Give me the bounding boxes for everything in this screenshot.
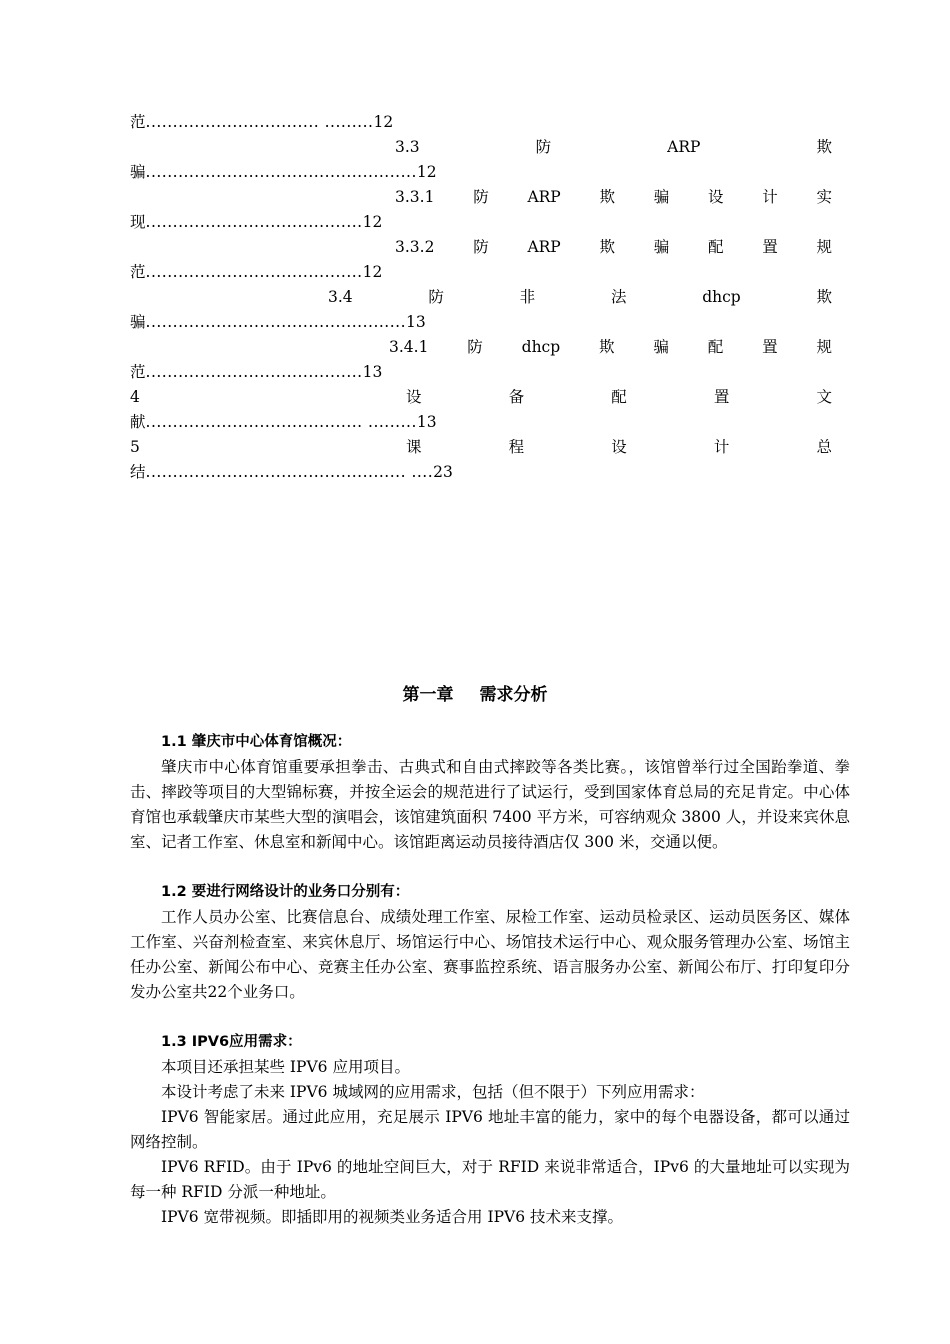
toc-entry-heading-line <box>395 185 832 210</box>
toc-entry-leader-line <box>130 460 832 485</box>
toc-entry-leader-line <box>130 410 832 435</box>
toc-entry-word: 计 <box>762 188 778 206</box>
toc-entry-number: 3.4.1 <box>389 338 429 356</box>
toc-entry-page: 12 <box>362 213 383 231</box>
paragraph: 本设计考虑了未来 IPV6 城域网的应用需求，包括（但不限于）下列应用需求： <box>161 1083 705 1101</box>
toc-entry-word: ARP <box>667 138 701 156</box>
toc-entry-leader: ........................................ <box>145 263 363 281</box>
toc-entry-tail: 范 <box>130 363 146 381</box>
toc-entry-tail: 现 <box>130 213 146 231</box>
toc-entry-words <box>406 435 832 460</box>
toc-entry-word: 欺 <box>599 188 615 206</box>
toc-entry-word: 规 <box>816 338 832 356</box>
paragraph: 本项目还承担某些 IPV6 应用项目。 <box>161 1058 410 1076</box>
toc-entry-word: 欺 <box>816 288 832 306</box>
toc-entry-word: 配 <box>707 238 724 256</box>
toc-entry-word: 骗 <box>653 338 669 356</box>
toc-entry-number: 3.3.1 <box>395 188 435 206</box>
section-title: 1.1 肇庆市中心体育馆概况： <box>161 734 352 750</box>
toc-entry-word: 课 <box>406 438 422 456</box>
toc-entry-word: 欺 <box>599 238 615 256</box>
toc-entry-word: 防 <box>473 188 489 206</box>
toc-entry-page: 13 <box>406 313 426 331</box>
toc-entry-word: ARP <box>527 188 561 206</box>
toc-entry-number: 3.3 <box>395 138 420 156</box>
toc-entry-word: 备 <box>508 388 525 406</box>
toc-entry-word: 防 <box>473 238 489 256</box>
toc-entry-tail: 结 <box>130 463 146 481</box>
toc-entry-word: 总 <box>816 438 832 456</box>
toc-entry-page: 13 <box>362 363 383 381</box>
toc-entry-tail: 献 <box>130 413 146 431</box>
toc-entry-word: 实 <box>816 188 832 206</box>
toc-entry-leader: ................................ ......... <box>145 113 374 131</box>
toc-entry-leader: ........................................ ......... <box>145 413 417 431</box>
toc-entry-heading-line <box>130 385 832 410</box>
toc-entry-tail: 骗 <box>130 163 146 181</box>
spacer <box>130 855 850 880</box>
toc-entry-heading-line <box>395 135 832 160</box>
toc-entry-word: 设 <box>707 188 724 206</box>
toc-entry-word: 置 <box>762 238 778 256</box>
chapter-title: 需求分析 <box>479 685 548 705</box>
toc-entry-page: 12 <box>416 163 437 181</box>
toc-entry-number: 4 <box>130 388 140 406</box>
toc-entry-leader: ........................................ <box>145 213 363 231</box>
toc-entry-heading-line <box>328 285 832 310</box>
toc-entry-leader-line <box>130 160 832 185</box>
toc-entry-word: 置 <box>713 388 730 406</box>
toc-entry-word: 程 <box>508 438 525 456</box>
toc-entry-word: 规 <box>816 238 832 256</box>
chapter-heading <box>0 680 950 705</box>
chapter-number: 第一章 <box>402 685 454 705</box>
toc-entry-leader: .................................................. <box>145 163 417 181</box>
toc-entry-word: 设 <box>611 438 627 456</box>
section <box>130 880 850 1005</box>
toc-entry-heading-line <box>389 335 832 360</box>
paragraph: IPV6 宽带视频。即插即用的视频类业务适合用 IPV6 技术来支撑。 <box>161 1208 623 1226</box>
section <box>130 730 850 855</box>
toc-entry-word: 防 <box>535 138 552 156</box>
toc-entry-word: 配 <box>707 338 724 356</box>
toc-entry-word: 非 <box>519 288 536 306</box>
toc-entry-number: 3.3.2 <box>395 238 435 256</box>
toc-entry-leader-line <box>130 310 832 335</box>
toc-entry-page: 12 <box>373 113 394 131</box>
toc-entry-word: ARP <box>527 238 561 256</box>
toc-entry-leader: ................................................ <box>145 313 407 331</box>
toc-entry-word: 置 <box>762 338 778 356</box>
toc-entry-word: 骗 <box>653 188 670 206</box>
paragraph: 肇庆市中心体育馆重要承担拳击、古典式和自由式摔跤等各类比赛。，该馆曾举行过全国跆拳道、拳击、摔跤等项目的大型锦标赛，并按全运会的规范进行了试运行，受到国家体育总局的充足肯定。中心体育馆也承载肇庆市某些大型的演唱会，该馆建筑面积 7400 平方米，可容纳观众 3800 人，并设来宾休息室、记者工作室、休息室和新闻中心。该馆距离运动员接待酒店仅 300 米，交通以便。 <box>130 758 850 851</box>
spacer <box>130 1005 850 1030</box>
table-of-contents <box>130 110 832 485</box>
toc-entry-word: dhcp <box>702 288 741 306</box>
section-title: 1.3 IPV6应用需求： <box>161 1034 302 1050</box>
toc-entry-word: 计 <box>713 438 730 456</box>
toc-entry-tail: 骗 <box>130 313 146 331</box>
toc-entry-tail: 范 <box>130 263 146 281</box>
toc-entry-word: 文 <box>816 388 832 406</box>
toc-entry-word: 防 <box>428 288 444 306</box>
toc-entry-tail: 范 <box>130 113 146 131</box>
toc-entry-word: 欺 <box>599 338 615 356</box>
toc-entry-word: 设 <box>406 388 422 406</box>
paragraph: 工作人员办公室、比赛信息台、成绩处理工作室、尿检工作室、运动员检录区、运动员医务区、媒体工作室、兴奋剂检查室、来宾休息厅、场馆运行中心、场馆技术运行中心、观众服务管理办公室、场馆主任办公室、新闻公布中心、竞赛主任办公室、赛事监控系统、语言服务办公室、新闻公布厅、打印复印分发办公室共22个业务口。 <box>130 908 850 1001</box>
toc-entry-word: 防 <box>467 338 483 356</box>
toc-entry-word: 法 <box>610 288 627 306</box>
toc-entry-leader: ........................................ <box>145 363 363 381</box>
section-title: 1.2 要进行网络设计的业务口分别有： <box>161 884 410 900</box>
toc-entry-words <box>406 385 832 410</box>
toc-entry-leader: ................................................ .... <box>145 463 434 481</box>
toc-entry-leader-line <box>130 260 832 285</box>
toc-entry-leader-line <box>130 210 832 235</box>
toc-entry-word: 欺 <box>816 138 832 156</box>
toc-entry-word: dhcp <box>521 338 561 356</box>
toc-entry-word: 骗 <box>653 238 670 256</box>
toc-entry-leader-line <box>130 110 832 135</box>
toc-entry-heading-line <box>130 435 832 460</box>
paragraph: IPV6 智能家居。通过此应用，充足展示 IPV6 地址丰富的能力，家中的每个电器设备，都可以通过网络控制。 <box>130 1108 850 1151</box>
toc-entry-page: 12 <box>362 263 383 281</box>
section <box>130 1030 850 1230</box>
toc-entry-heading-line <box>395 235 832 260</box>
toc-entry-leader-line <box>130 360 832 385</box>
toc-entry-page: 23 <box>433 463 453 481</box>
toc-entry-word: 配 <box>611 388 627 406</box>
toc-entry-page: 13 <box>416 413 437 431</box>
document-body <box>130 730 850 1230</box>
paragraph: IPV6 RFID。由于 IPv6 的地址空间巨大，对于 RFID 来说非常适合，IPv6 的大量地址可以实现为每一种 RFID 分派一种地址。 <box>130 1158 850 1201</box>
toc-entry-number: 3.4 <box>328 288 353 306</box>
toc-entry-number: 5 <box>130 438 140 456</box>
